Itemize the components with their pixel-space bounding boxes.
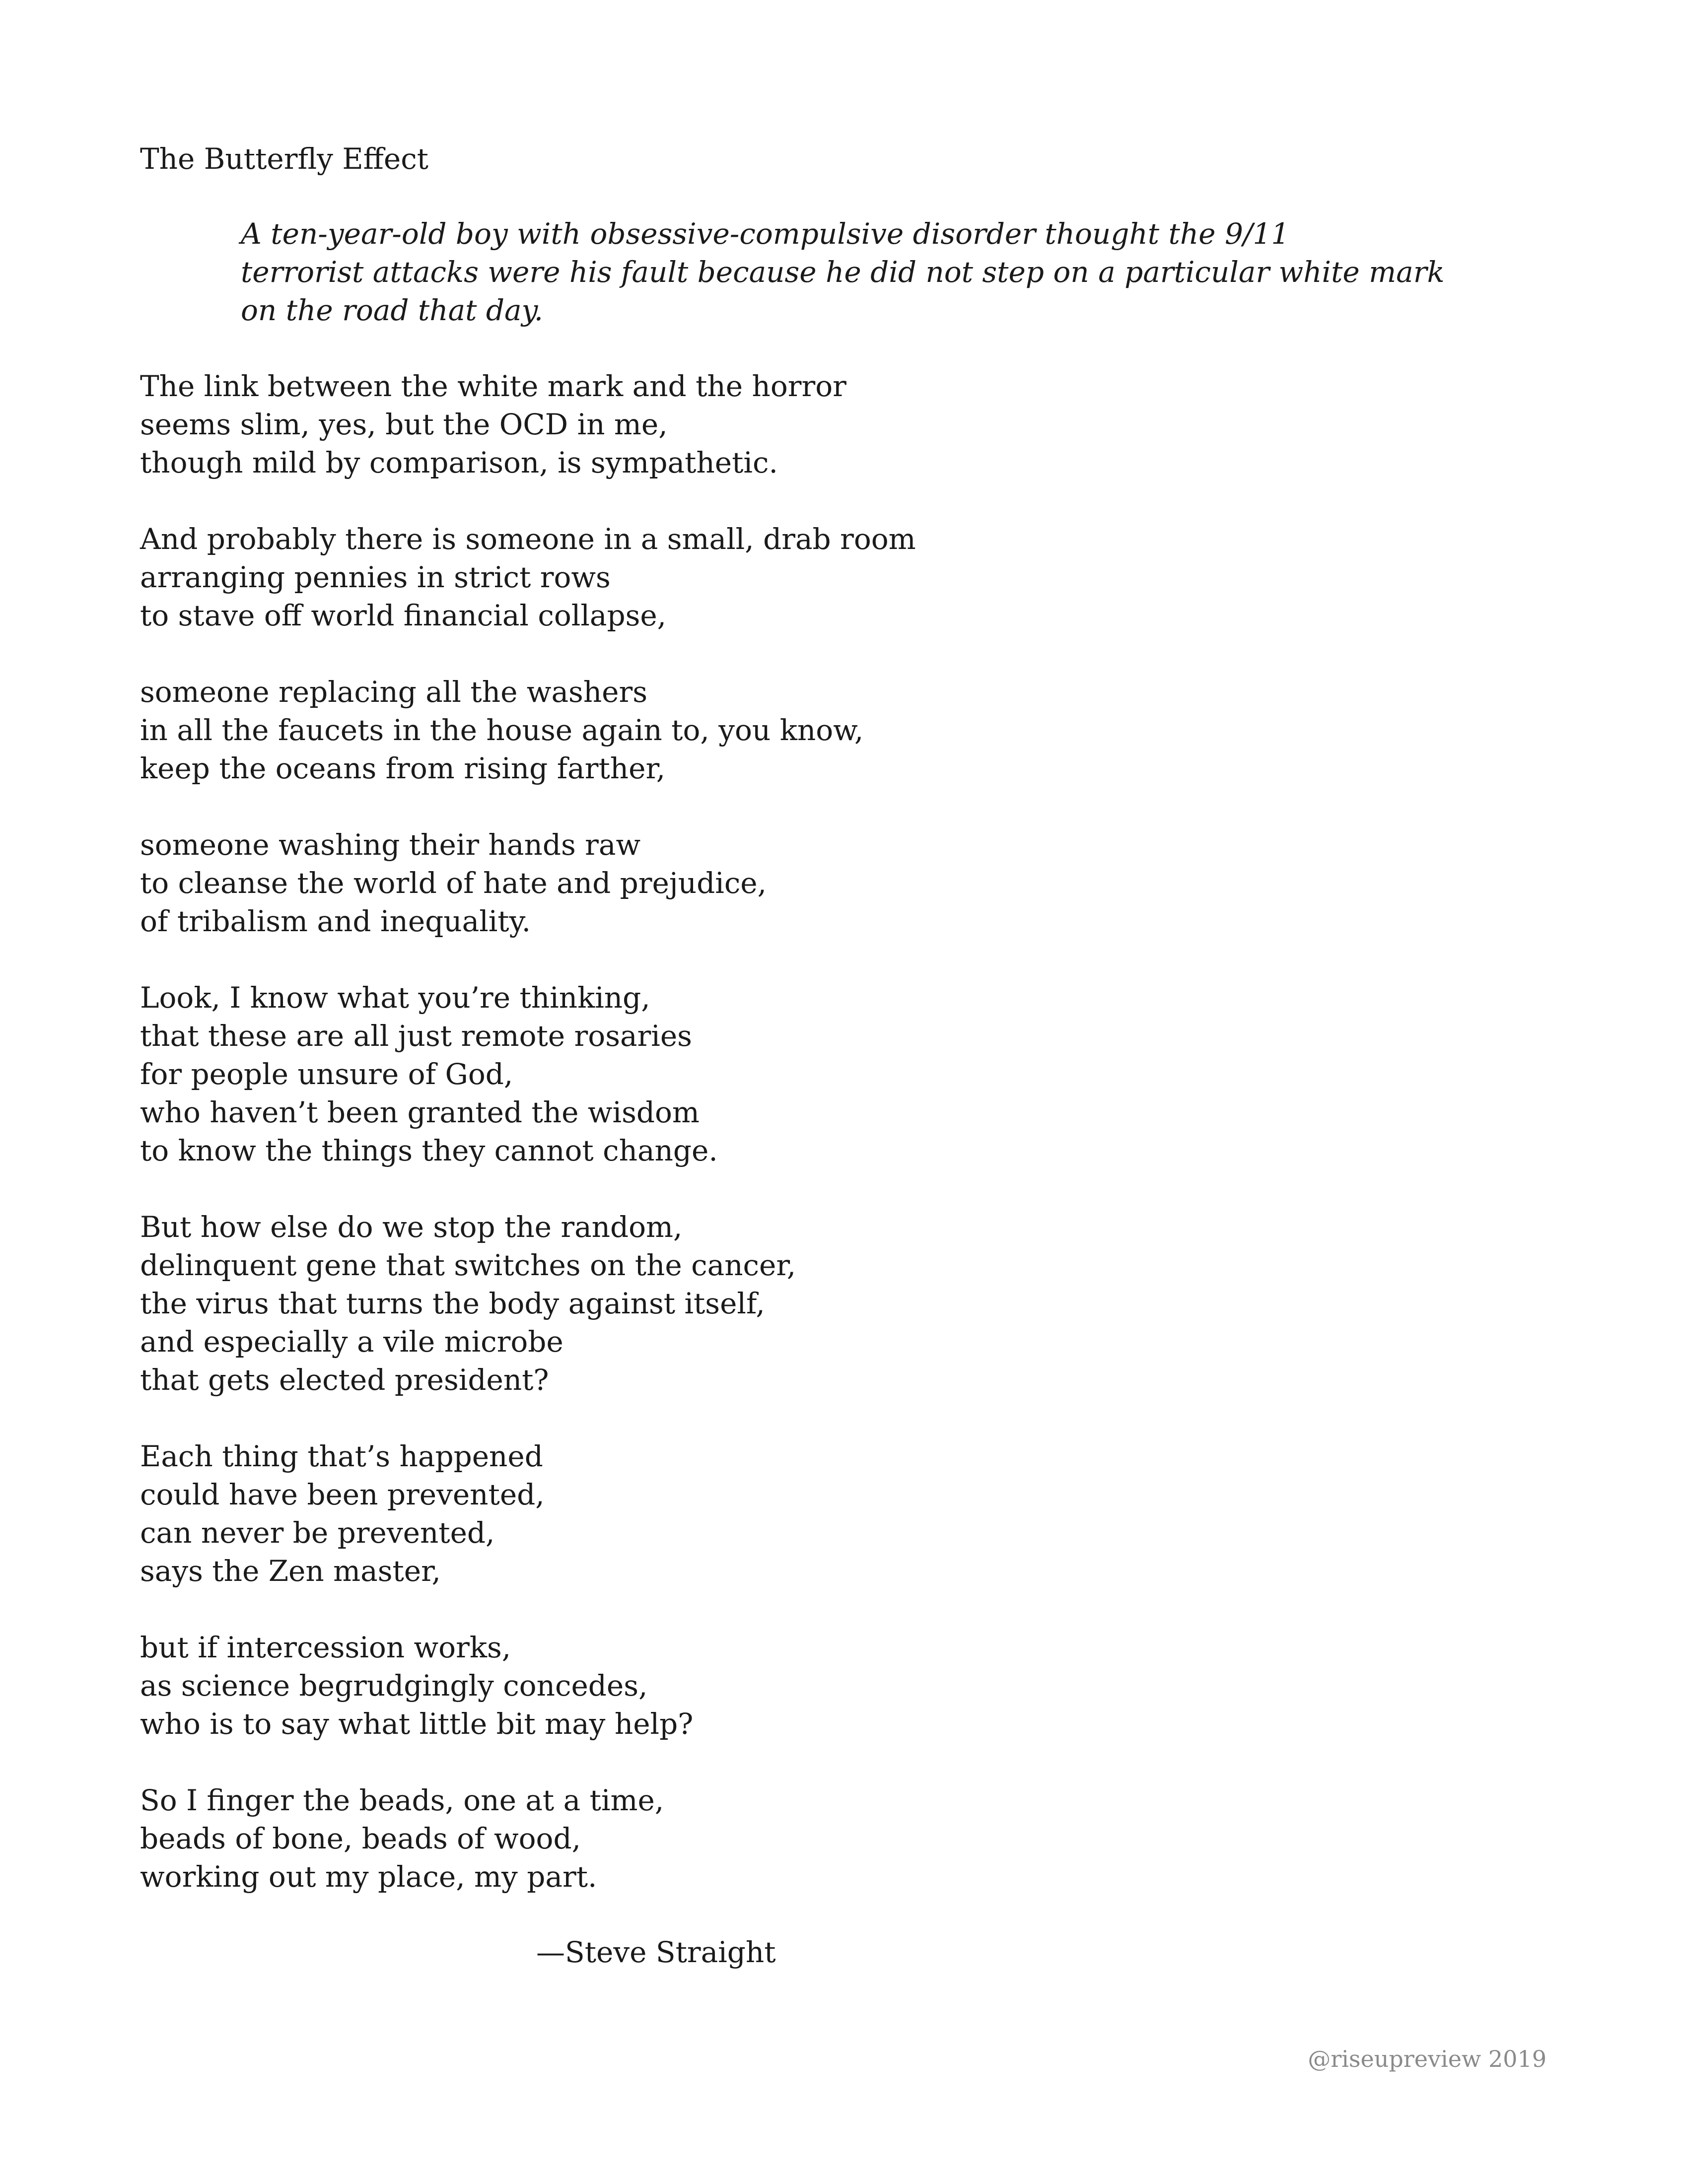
poem-line: beads of bone, beads of wood, [140, 1822, 581, 1855]
stanza [140, 1629, 916, 1743]
poem-line: but if intercession works, [140, 1631, 511, 1664]
epigraph-line: A ten-year-old boy with obsessive-compulsive disorder thought the 9/11 [241, 217, 1290, 251]
poem-line: Each thing that’s happened [140, 1439, 543, 1473]
stanza [140, 520, 916, 635]
stanza [140, 673, 916, 788]
poem-line: delinquent gene that switches on the cancer, [140, 1248, 796, 1282]
poem-line: though mild by comparison, is sympathetic. [140, 446, 778, 479]
poem-line: could have been prevented, [140, 1478, 545, 1511]
poem-line: that gets elected president? [140, 1363, 549, 1397]
poem-line: someone replacing all the washers [140, 675, 647, 709]
poem-line: arranging pennies in strict rows [140, 560, 611, 594]
poem-line: someone washing their hands raw [140, 828, 641, 862]
stanza [140, 367, 916, 482]
poem-line: seems slim, yes, but the OCD in me, [140, 408, 668, 441]
poem-line: So I finger the beads, one at a time, [140, 1783, 664, 1817]
poem-title: The Butterfly Effect [140, 142, 428, 176]
poem-line: to know the things they cannot change. [140, 1134, 718, 1167]
stanza [140, 1781, 916, 1896]
poem-line: that these are all just remote rosaries [140, 1019, 692, 1053]
footer-credit: @riseupreview 2019 [1308, 2046, 1547, 2072]
poem-line: and especially a vile microbe [140, 1325, 563, 1359]
stanza [140, 979, 916, 1170]
author-attribution: —Steve Straight [536, 1935, 776, 1969]
epigraph [241, 215, 1581, 330]
poem-body [140, 367, 916, 1934]
poem-line: keep the oceans from rising farther, [140, 751, 666, 785]
poem-line: the virus that turns the body against itself, [140, 1287, 765, 1320]
poem-line: who haven’t been granted the wisdom [140, 1095, 700, 1129]
poem-line: working out my place, my part. [140, 1860, 597, 1894]
poem-line: of tribalism and inequality. [140, 904, 531, 938]
poem-line: in all the faucets in the house again to, you know, [140, 713, 864, 747]
poem-line: Look, I know what you’re thinking, [140, 981, 650, 1015]
poem-line: And probably there is someone in a small, drab room [140, 522, 916, 556]
epigraph-line: on the road that day. [241, 293, 544, 327]
poem-line: can never be prevented, [140, 1516, 495, 1550]
poem-line: as science begrudgingly concedes, [140, 1669, 648, 1703]
poem-line: But how else do we stop the random, [140, 1210, 683, 1244]
stanza [140, 826, 916, 941]
poem-line: who is to say what little bit may help? [140, 1707, 694, 1741]
poem-line: The link between the white mark and the horror [140, 369, 846, 403]
poem-line: to stave off world financial collapse, [140, 599, 667, 632]
epigraph-line: terrorist attacks were his fault because he did not step on a particular white mark [241, 255, 1445, 289]
stanza [140, 1437, 916, 1590]
poem-line: for people unsure of God, [140, 1057, 513, 1091]
poem-line: says the Zen master, [140, 1554, 441, 1588]
poem-line: to cleanse the world of hate and prejudice, [140, 866, 767, 900]
stanza [140, 1208, 916, 1399]
